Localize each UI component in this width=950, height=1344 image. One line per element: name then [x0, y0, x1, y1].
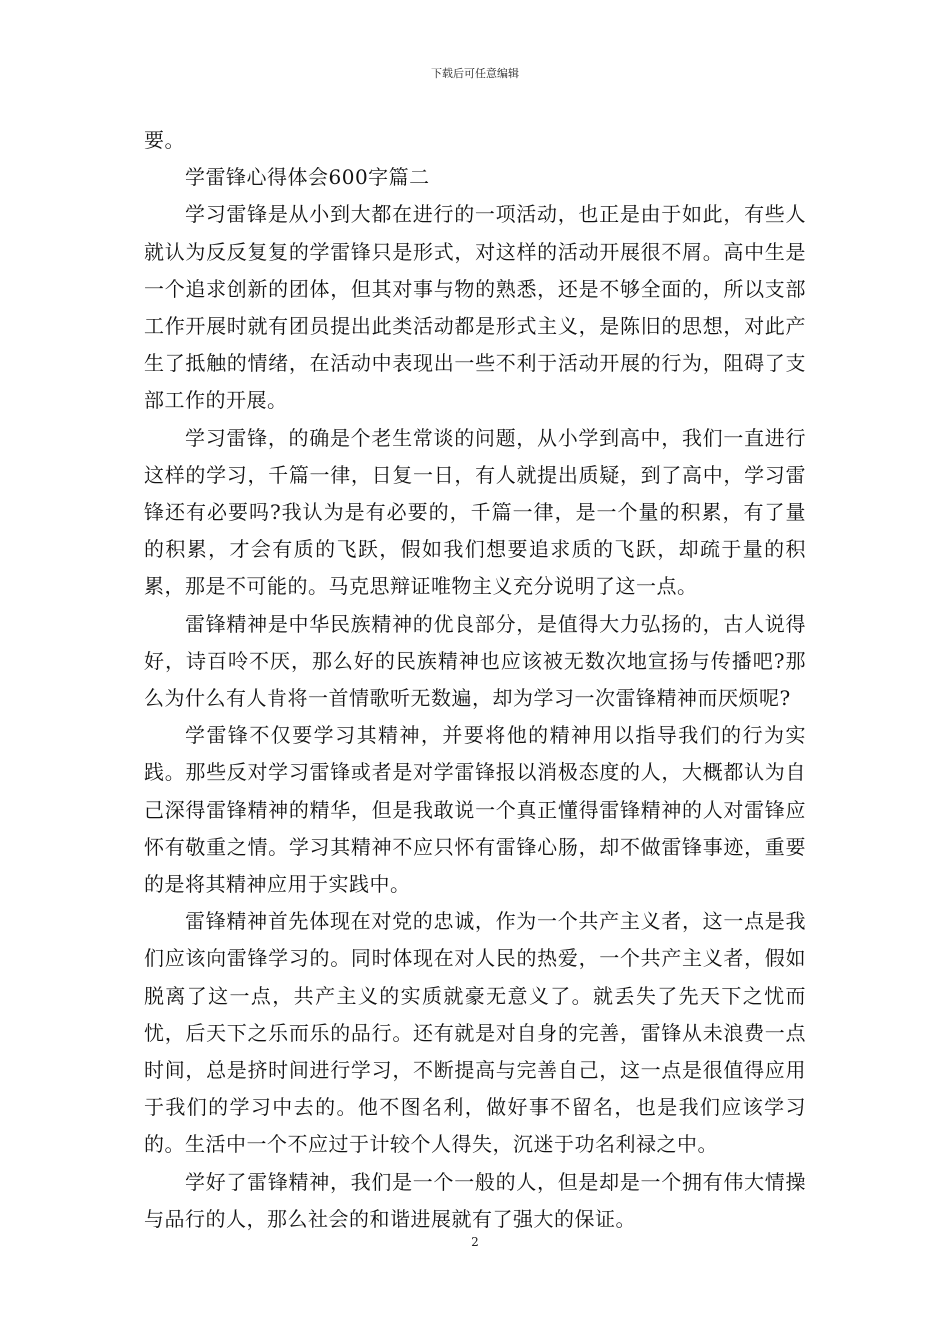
paragraph: 雷锋精神首先体现在对党的忠诚，作为一个共产主义者，这一点是我们应该向雷锋学习的。同时体现在对人民的热爱，一个共产主义者，假如脱离了这一点，共产主义的实质就豪无意义了。就丢失了先天下之忧而忧，后天下之乐而乐的品行。还有就是对自身的完善，雷锋从未浪费一点时间，总是挤时间进行学习，不断提高与完善自己，这一点是很值得应用于我们的学习中去的。他不图名利，做好事不留名，也是我们应该学习的。生活中一个不应过于计较个人得失，沉迷于功名利禄之中。	[144, 909, 806, 1157]
paragraph: 学雷锋不仅要学习其精神，并要将他的精神用以指导我们的行为实践。那些反对学习雷锋或者是对学雷锋报以消极态度的人，大概都认为自己深得雷锋精神的精华，但是我敢说一个真正懂得雷锋精神的人对雷锋应怀有敬重之情。学习其精神不应只怀有雷锋心肠，却不做雷锋事迹，重要的是将其精神应用于实践中。	[144, 723, 806, 897]
section-heading: 学雷锋心得体会600字篇二	[185, 165, 430, 190]
paragraph: 雷锋精神是中华民族精神的优良部分，是值得大力弘扬的，古人说得好，诗百呤不厌，那么好的民族精神也应该被无数次地宣扬与传播吧?那么为什么有人肯将一首情歌听无数遍，却为学习一次雷锋精神而厌烦呢?	[144, 611, 806, 711]
page-header: 下载后可任意编辑	[431, 67, 519, 80]
page-number: 2	[471, 1235, 479, 1249]
paragraph-continuation: 要。	[144, 128, 185, 152]
paragraph: 学习雷锋，的确是个老生常谈的问题，从小学到高中，我们一直进行这样的学习，千篇一律，日复一日，有人就提出质疑，到了高中，学习雷锋还有必要吗?我认为是有必要的，千篇一律，是一个量的积累，有了量的积累，才会有质的飞跃，假如我们想要追求质的飞跃，却疏于量的积累，那是不可能的。马克思辩证唯物主义充分说明了这一点。	[144, 425, 806, 599]
paragraph: 学习雷锋是从小到大都在进行的一项活动，也正是由于如此，有些人就认为反反复复的学雷锋只是形式，对这样的活动开展很不屑。高中生是一个追求创新的团体，但其对事与物的熟悉，还是不够全面的，所以支部工作开展时就有团员提出此类活动都是形式主义，是陈旧的思想，对此产生了抵触的情绪，在活动中表现出一些不利于活动开展的行为，阻碍了支部工作的开展。	[144, 202, 806, 413]
paragraph: 学好了雷锋精神，我们是一个一般的人，但是却是一个拥有伟大情操与品行的人，那么社会的和谐进展就有了强大的保证。	[144, 1169, 806, 1231]
document-body	[144, 122, 806, 1238]
